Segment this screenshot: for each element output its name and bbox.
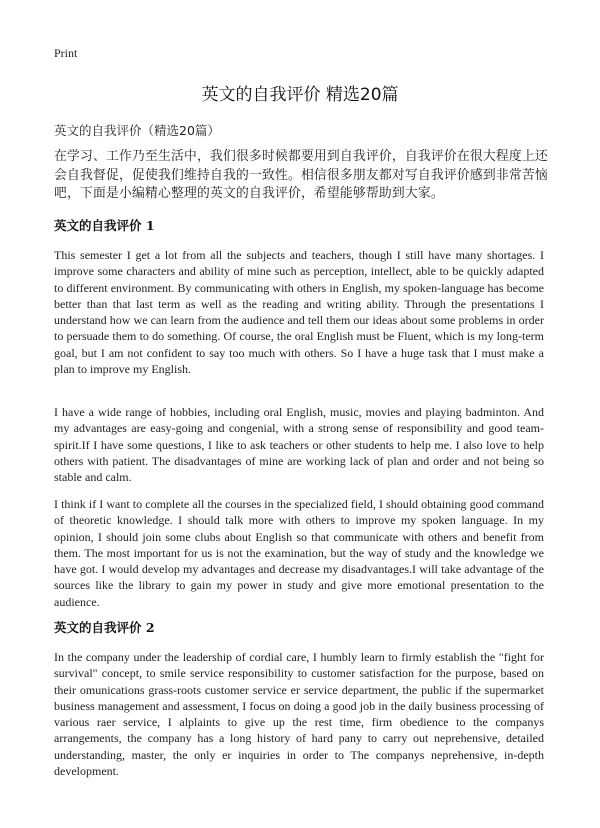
page-title: 英文的自我评价 精选20篇 <box>201 85 399 105</box>
section-2-paragraph-1: In the company under the leadership of cordial care, I humbly learn to firmly establish the "fight for survival" concept, to smile service responsibility to customer satisfaction for the purpose, based on their omunications grass-roots customer service er service department, the public if the supermarket business management and assessment, I focus on doing a good job in the daily business processing of various raer service, I alplaints to give up the rest time, firm obedience to the companys arrangements, the company has a long history of hard pany to carry out neprehensive, detailed understanding, master, the only er inquiries in order to The companys neprehensive, in-depth development. <box>54 650 544 779</box>
section-1-paragraph-2: I have a wide range of hobbies, including oral English, music, movies and playing badminton. And my advantages are easy-going and congenial, with a strong sense of responsibility and good team-spirit.If I have some questions, I like to ask teachers or other students to help me. I also love to help others with patient. The disadvantages of mine are working lack of plan and order and not being so stable and calm. <box>54 405 544 485</box>
document-subtitle: 英文的自我评价（精选20篇） <box>54 123 220 138</box>
section-1-paragraph-3: I think if I want to complete all the courses in the specialized field, I should obtaining good command of theoretic knowledge. I should talk more with others to improve my spoken language. In my opinion, I should join some clubs about English so that communicate with others and benefit from them. The most important for us is not the examination, but the way of study and the knowledge we have got. I would develop my advantages and decrease my disadvantages.I will take advantage of the sources like the library to gain my power in study and give more emotional presentation to the audience. <box>54 497 544 609</box>
print-link[interactable]: Print <box>54 46 78 60</box>
section-1-paragraph-1: This semester I get a lot from all the subjects and teachers, though I still have many shortages. I improve some characters and ability of mine such as perception, intellect, able to be quickly adapted to different environment. By communicating with others in English, my spoken-language has become better than that last term as well as the reading and writing ability. Through the presentations I understand how we can learn from the audience and tell them our ideas about some problems in order to persuade them to do something. Of course, the oral English must be Fluent, which is my long-term goal, but I am not confident to say too much with others. So I have a huge task that I must make a plan to improve my English. <box>54 248 544 377</box>
section-heading-1: 英文的自我评价 1 <box>54 218 155 233</box>
intro-paragraph: 在学习、工作乃至生活中，我们很多时候都要用到自我评价，自我评价在很大程度上还会自我督促，促使我们维持自我的一致性。相信很多朋友都对写自我评价感到非常苦恼吧，下面是小编精心整理的英文的自我评价，希望能够帮助到大家。 <box>54 149 548 201</box>
section-heading-2: 英文的自我评价 2 <box>54 620 155 635</box>
